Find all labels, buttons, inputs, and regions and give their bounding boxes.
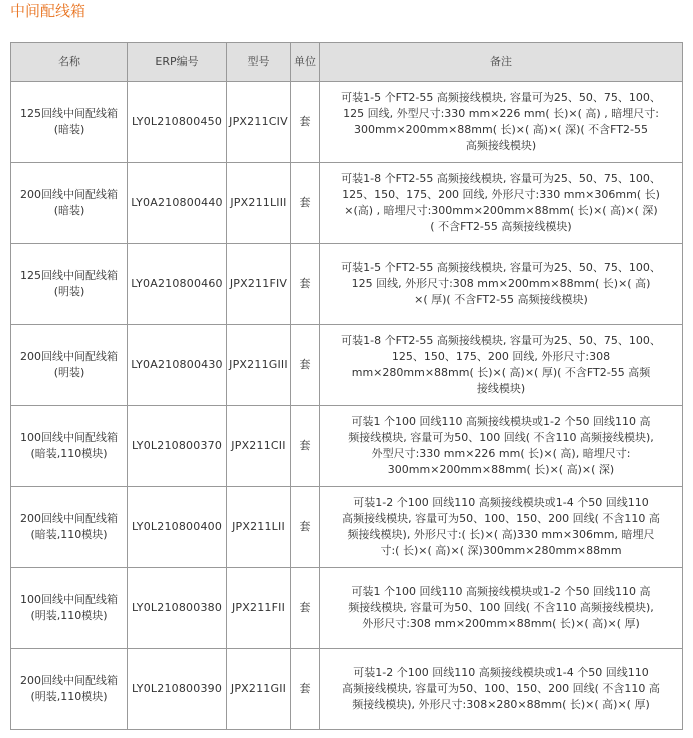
cell-model: JPX211LII [227,487,291,568]
cell-note-line: 频接线模块), 外形尺寸:308×280×88mm( 长)×( 高)×( 厚) [352,698,650,711]
cell-note-line: 125、150、175、200 回线, 外形尺寸:330 mm×306mm( 长) [342,188,660,201]
cell-note-line: 高频接线模块, 容量可为50、100、150、200 回线( 不含110 高 [342,682,660,695]
table-row [11,244,683,325]
cell-name-line: (明装) [53,366,85,379]
cell-note-line: 125 回线, 外型尺寸:330 mm×226 mm( 长)×( 高) , 暗埋尺寸: [343,107,659,120]
cell-erp: LY0L210800370 [128,406,227,487]
cell-model: JPX211CII [227,406,291,487]
table-row [11,406,683,487]
cell-erp: LY0L210800390 [128,649,227,730]
cell-note-line: 125、150、175、200 回线, 外形尺寸:308 [391,350,611,363]
cell-name [11,568,128,649]
cell-erp: LY0L210800380 [128,568,227,649]
cell-unit: 套 [291,649,320,730]
cell-name-line: 200回线中间配线箱 [20,512,118,525]
cell-name-line: 100回线中间配线箱 [20,431,118,444]
cell-note [320,325,683,406]
cell-erp: LY0A210800430 [128,325,227,406]
cell-erp: LY0L210800400 [128,487,227,568]
cell-unit: 套 [291,487,320,568]
page-title: 中间配线箱 [10,2,86,20]
cell-unit: 套 [291,244,320,325]
cell-unit: 套 [291,325,320,406]
cell-erp: LY0A210800440 [128,163,227,244]
cell-name-line: 200回线中间配线箱 [20,188,118,201]
cell-name [11,244,128,325]
table-row [11,325,683,406]
cell-model: JPX211CIV [227,82,291,163]
table-row [11,163,683,244]
cell-note-line: 寸:( 长)×( 高)×( 深)300mm×280mm×88mm [380,544,622,557]
header-name: 名称 [11,43,128,82]
cell-unit: 套 [291,406,320,487]
cell-note-line: 可装1-2 个100 回线110 高频接线模块或1-4 个50 回线110 [353,496,649,509]
header-erp: ERP编号 [128,43,227,82]
table-row [11,487,683,568]
cell-name-line: (暗装,110模块) [30,447,108,460]
table-row [11,568,683,649]
cell-note-line: 可装1-2 个100 回线110 高频接线模块或1-4 个50 回线110 [353,666,649,679]
cell-name-line: (暗装) [53,204,85,217]
cell-name-line: (明装,110模块) [30,609,108,622]
table-row [11,82,683,163]
cell-note [320,406,683,487]
table-row [11,649,683,730]
cell-name [11,82,128,163]
cell-note [320,649,683,730]
cell-note-line: 300mm×200mm×88mm( 长)×( 高)×( 深) [387,463,615,476]
cell-erp: LY0L210800450 [128,82,227,163]
cell-name [11,487,128,568]
cell-name-line: (明装) [53,285,85,298]
cell-note-line: 可装1 个100 回线110 高频接线模块或1-2 个50 回线110 高 [351,585,651,598]
cell-note-line: mm×280mm×88mm( 长)×( 高)×( 厚)( 不含FT2-55 高频 [351,366,651,379]
cell-name-line: (暗装,110模块) [30,528,108,541]
cell-note-line: 高频接线模块) [465,139,537,152]
cell-model: JPX211GIII [227,325,291,406]
cell-note [320,568,683,649]
cell-unit: 套 [291,568,320,649]
cell-note [320,487,683,568]
header-unit: 单位 [291,43,320,82]
cell-name-line: 125回线中间配线箱 [20,107,118,120]
cell-name-line: (明装,110模块) [30,690,108,703]
cell-unit: 套 [291,163,320,244]
cell-note [320,82,683,163]
cell-note-line: ×(高) , 暗埋尺寸:300mm×200mm×88mm( 长)×( 高)×( 深) [344,204,658,217]
cell-name [11,163,128,244]
cell-name-line: 200回线中间配线箱 [20,674,118,687]
cell-note-line: 可装1-8 个FT2-55 高频接线模块, 容量可为25、50、75、100、 [341,334,661,347]
cell-unit: 套 [291,82,320,163]
header-note: 备注 [320,43,683,82]
cell-note-line: 可装1-5 个FT2-55 高频接线模块, 容量可为25、50、75、100、 [341,91,661,104]
cell-note-line: 300mm×200mm×88mm( 长)×( 高)×( 深)( 不含FT2-55 [354,123,648,136]
product-table [10,42,683,730]
cell-note-line: 可装1-5 个FT2-55 高频接线模块, 容量可为25、50、75、100、 [341,261,661,274]
cell-note-line: 频接线模块), 外形尺寸:( 长)×( 高)330 mm×306mm, 暗埋尺 [347,528,655,541]
cell-note-line: 频接线模块, 容量可为50、100 回线( 不含110 高频接线模块), [348,431,654,444]
cell-note-line: 外形尺寸:308 mm×200mm×88mm( 长)×( 高)×( 厚) [362,617,640,630]
cell-note-line: 可装1 个100 回线110 高频接线模块或1-2 个50 回线110 高 [351,415,651,428]
cell-name-line: 100回线中间配线箱 [20,593,118,606]
header-model: 型号 [227,43,291,82]
cell-note [320,244,683,325]
cell-note-line: 接线模块) [476,382,526,395]
cell-name-line: (暗装) [53,123,85,136]
cell-name [11,406,128,487]
cell-note-line: 外型尺寸:330 mm×226 mm( 长)×( 高), 暗埋尺寸: [371,447,631,460]
cell-model: JPX211FII [227,568,291,649]
cell-name [11,649,128,730]
cell-model: JPX211LIII [227,163,291,244]
cell-note [320,163,683,244]
cell-name [11,325,128,406]
cell-model: JPX211FIV [227,244,291,325]
cell-note-line: 高频接线模块, 容量可为50、100、150、200 回线( 不含110 高 [342,512,660,525]
cell-note-line: ( 不含FT2-55 高频接线模块) [430,220,572,233]
table-header-row [11,43,683,82]
cell-note-line: 可装1-8 个FT2-55 高频接线模块, 容量可为25、50、75、100、 [341,172,661,185]
cell-name-line: 200回线中间配线箱 [20,350,118,363]
cell-note-line: 125 回线, 外形尺寸:308 mm×200mm×88mm( 长)×( 高) [351,277,651,290]
cell-note-line: ×( 厚)( 不含FT2-55 高频接线模块) [414,293,588,306]
cell-note-line: 频接线模块, 容量可为50、100 回线( 不含110 高频接线模块), [348,601,654,614]
cell-model: JPX211GII [227,649,291,730]
cell-erp: LY0A210800460 [128,244,227,325]
cell-name-line: 125回线中间配线箱 [20,269,118,282]
